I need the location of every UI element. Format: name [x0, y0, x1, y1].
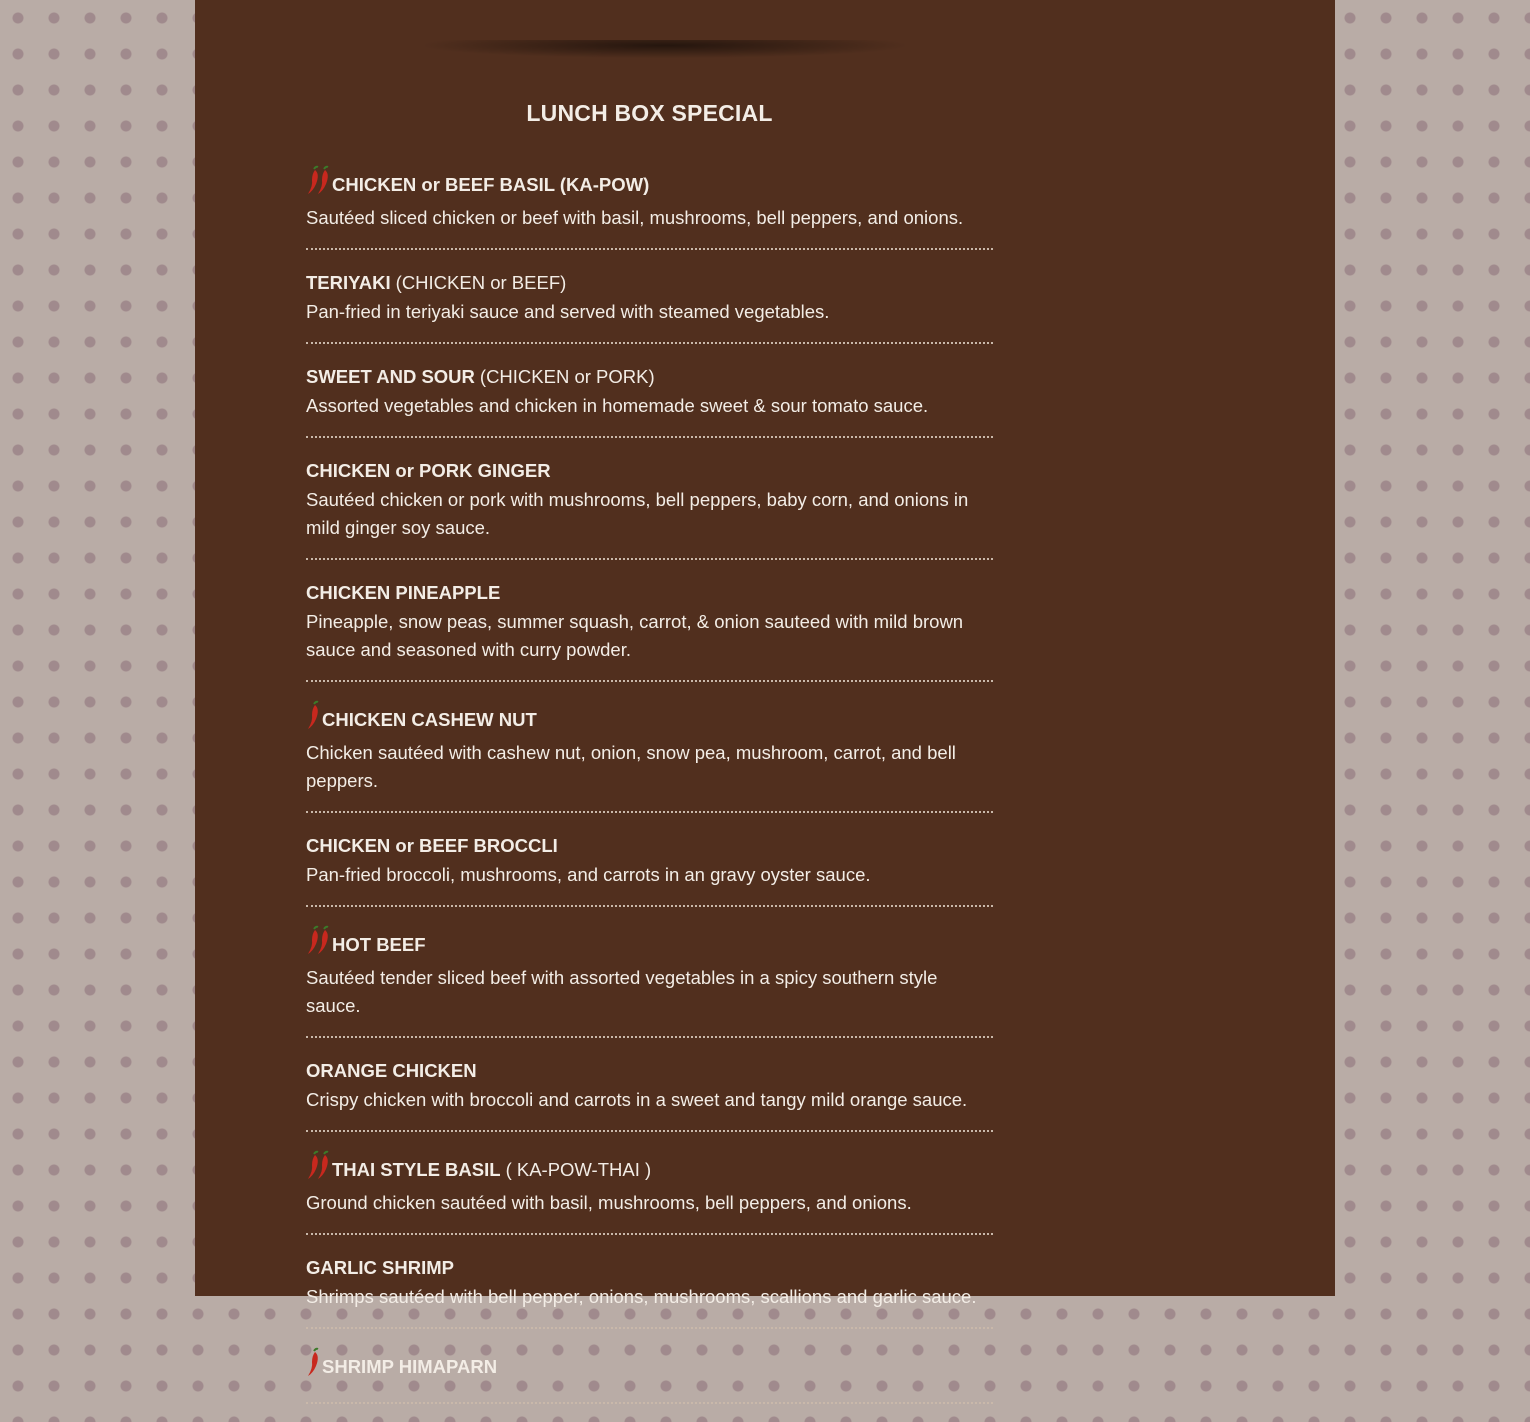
menu-item-name: SHRIMP HIMAPARN — [322, 1355, 498, 1377]
menu-item-header — [306, 1347, 993, 1386]
menu-item — [306, 700, 993, 813]
chili-pepper-icon — [306, 700, 322, 739]
menu-item — [306, 1253, 993, 1329]
menu-item-header — [306, 362, 993, 392]
menu-item — [306, 831, 993, 907]
menu-item-description: Sautéed chicken or pork with mushrooms, bell peppers, baby corn, and onions in mild ginger soy sauce. — [306, 489, 969, 538]
menu-item-header — [306, 268, 993, 298]
chili-pepper-icon — [306, 1150, 332, 1189]
menu-item-name: SWEET AND SOUR — [306, 366, 475, 387]
menu-item-note: ( KA-POW-THAI ) — [505, 1158, 652, 1180]
menu-item-description: Sautéed sliced chicken or beef with basil, mushrooms, bell peppers, and onions. — [306, 207, 964, 228]
menu-item-name: ORANGE CHICKEN — [306, 1060, 477, 1081]
menu-item-header — [306, 831, 993, 861]
menu-item-header — [306, 1253, 993, 1283]
menu-item — [306, 925, 993, 1038]
menu-item-description: Assorted vegetables and chicken in homemade sweet & sour tomato sauce. — [306, 395, 929, 416]
menu-item-header — [306, 165, 993, 204]
decorative-shadow-divider — [425, 40, 905, 58]
menu-item — [306, 1150, 993, 1235]
menu-item-name: CHICKEN CASHEW NUT — [322, 708, 537, 730]
menu-item-description: Pineapple, snow peas, summer squash, carrot, & onion sauteed with mild brown sauce and seasoned with curry powder. — [306, 611, 964, 660]
section-title: LUNCH BOX SPECIAL — [526, 100, 773, 126]
menu-item — [306, 1056, 993, 1132]
menu-item — [306, 578, 993, 682]
chili-pepper-icon — [306, 1347, 322, 1386]
menu-item-header — [306, 578, 993, 608]
menu-item-header — [306, 925, 993, 964]
menu-item-header — [306, 1056, 993, 1086]
menu-page — [195, 0, 1335, 1377]
menu-item-name: CHICKEN or BEEF BROCCLI — [306, 835, 558, 856]
menu-list — [306, 165, 993, 1422]
menu-item-name: THAI STYLE BASIL — [332, 1158, 501, 1180]
menu-item-name: CHICKEN PINEAPPLE — [306, 582, 501, 603]
menu-item-description: Chicken sautéed with cashew nut, onion, snow pea, mushroom, carrot, and bell peppers. — [306, 742, 956, 791]
menu-item-description: Crispy chicken with broccoli and carrots in a sweet and tangy mild orange sauce. — [306, 1089, 968, 1110]
menu-item-name: TERIYAKI — [306, 272, 391, 293]
chili-pepper-icon — [306, 925, 332, 964]
menu-item-note: (CHICKEN or PORK) — [479, 366, 655, 387]
menu-item-note: (CHICKEN or BEEF) — [395, 272, 567, 293]
menu-item-description: Shrimps sautéed with bell pepper, onions, mushrooms, scallions and garlic sauce. — [306, 1286, 977, 1307]
menu-item-name: HOT BEEF — [332, 933, 426, 955]
menu-item — [306, 1347, 993, 1404]
menu-item-description: Sautéed tender sliced beef with assorted vegetables in a spicy southern style sauce. — [306, 967, 938, 1016]
menu-item-description: Ground chicken sautéed with basil, mushrooms, bell peppers, and onions. — [306, 1192, 912, 1213]
menu-item — [306, 362, 993, 438]
menu-item-name: GARLIC SHRIMP — [306, 1257, 454, 1278]
menu-item-header — [306, 456, 993, 486]
menu-item-header — [306, 700, 993, 739]
menu-item-name: CHICKEN or PORK GINGER — [306, 460, 551, 481]
menu-item-description: Pan-fried in teriyaki sauce and served with steamed vegetables. — [306, 301, 830, 322]
menu-item — [306, 456, 993, 560]
menu-item-header — [306, 1150, 993, 1189]
menu-item-description: Pan-fried broccoli, mushrooms, and carrots in an gravy oyster sauce. — [306, 864, 871, 885]
menu-item — [306, 268, 993, 344]
menu-item — [306, 165, 993, 250]
chili-pepper-icon — [306, 165, 332, 204]
menu-item-name: CHICKEN or BEEF BASIL (KA-POW) — [332, 173, 650, 195]
